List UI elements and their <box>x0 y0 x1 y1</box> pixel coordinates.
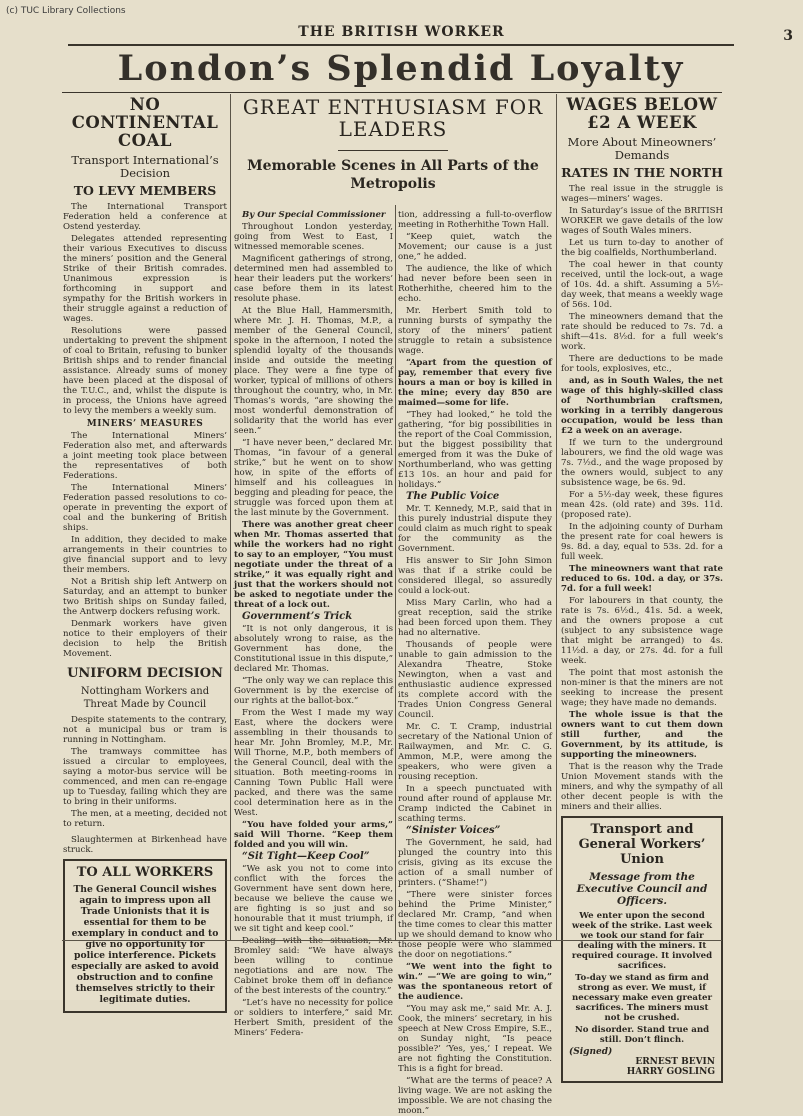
signature-name: ERNEST BEVIN <box>635 1057 715 1067</box>
paragraph: “Let’s have no necessity for police or soldiers to interfere,” said Mr. Herbert Smith, president of the Miners’ Federa- <box>234 998 393 1038</box>
paragraph: That is the reason why the Trade Union Movement stands with the miners, and why the sympathy of all other decent people is with the miners and their allies. <box>561 762 723 812</box>
notice-subtitle: Message from the Executive Council and Officers. <box>576 871 708 907</box>
paragraph: “What are the terms of peace? A living wage. We are not asking the impossible. We are not chasing the moon.” <box>398 1076 552 1116</box>
paragraph: Resolutions were passed undertaking to prevent the shipment of coal to Britain, refusing to bunker British ships and to render financial assistance. Already sums of money have been placed at the disposal of the T.U.C., and, whilst the dispute is in process, the Unions have agreed to levy the members a weekly sum. <box>63 326 227 416</box>
paragraph: “You may ask me,” said Mr. A. J. Cook, the miners’ secretary, in his speech at New Cross Empire, S.E., on Sunday night, “Is peace possible?’ ‘Yes, yes,’ I repeat. We are not fighting the Constitution. This is a fight for bread. <box>398 1004 552 1074</box>
masthead-rule <box>68 44 734 46</box>
notice-title: TO ALL WORKERS <box>76 865 214 880</box>
paragraph: Miss Mary Carlin, who had a great reception, said the strike had been forced upon them. They had no alternative. <box>398 598 552 638</box>
paragraph: The Government, he said, had plunged the country into this crisis, giving as its excuse the action of a small number of printers. (“Shame!”) <box>398 838 552 888</box>
paragraph: The men, at a meeting, decided not to return. <box>63 809 227 829</box>
section-heading: Government’s Trick <box>242 611 353 622</box>
masthead: THE BRITISH WORKER <box>298 24 505 40</box>
paragraph: In Saturday’s issue of the BRITISH WORKER we gave details of the low wages of South Wales miners. <box>561 206 723 236</box>
paragraph: tion, addressing a full-to-overflow meeting in Rotherhithe Town Hall. <box>398 210 552 230</box>
bold-paragraph: “We went into the fight to win.” —“We are going to win,” was the spontaneous retort of the audience. <box>398 962 552 1002</box>
paragraph: From the West I made my way East, where the dockers were assembling in their thousands to hear Mr. John Bromley, M.P., Mr. Will Thorne, M.P., both members of the General Council, deal with the situation. Both meeting-rooms in Canning Town Public Hall were packed, and there was the same cool determination here as in the West. <box>234 708 393 818</box>
section-heading: The Public Voice <box>406 491 500 502</box>
article-subheadline: RATES IN THE NORTH <box>561 165 723 180</box>
paragraph: Mr. C. T. Cramp, industrial secretary of the National Union of Railwaymen, and Mr. C. G. Ammon, M.P., were among the speakers, who were given a rousing reception. <box>398 722 552 782</box>
bottom-rule <box>62 940 722 941</box>
signed-label: (Signed) <box>569 1047 613 1057</box>
article-subheadline: TO LEVY MEMBERS <box>73 183 217 198</box>
paragraph: Thousands of people were unable to gain admission to the Alexandra Theatre, Stoke Newington, when a vast and enthusiastic audience expressed its complete accord with the Trades Union Congress General Council. <box>398 640 552 720</box>
column-wages <box>561 94 723 1077</box>
paragraph: “I have never been,” declared Mr. Thomas, “in favour of a general strike,” but he went on to show how, in spite of the efforts of himself and his colleagues in begging and pleading for peace, the struggle was forced upon them at the last minute by the Government. <box>234 438 393 518</box>
section-heading: “Sit Tight—Keep Cool” <box>242 851 370 862</box>
paragraph: Let us turn to-day to another of the big coalfields, Northumberland. <box>561 238 723 258</box>
paragraph: “Keep quiet, watch the Movement; our cause is a just one,” he added. <box>398 232 552 262</box>
page-number: 3 <box>783 28 793 44</box>
paragraph: “The only way we can replace this Government is by the exercise of our rights at the ballot-box.” <box>234 676 393 706</box>
paragraph: At the Blue Hall, Hammersmith, where Mr. J. H. Thomas, M.P., a member of the General Council, spoke in the afternoon, I noted the splendid loyalty of the thousands inside and outside the meeting place. They were a fine type of worker, typical of millions of others throughout the country, who, in Mr. Thomas’s words, “are showing the most wonderful demonstration of solidarity that the world has ever seen.” <box>234 306 393 436</box>
article-headline: UNIFORM DECISION <box>67 666 223 681</box>
section-heading: MINERS’ MEASURES <box>86 419 204 429</box>
column-enthusiasm-part1 <box>234 210 393 1038</box>
notice-text: No disorder. Stand true and still. Don’t flinch. <box>574 1025 710 1045</box>
paragraph: “We ask you not to come into conflict with the forces the Government have sent down here, because we believe the cause we are fighting is so just and so honourable that it must triumph, if we sit tight and keep cool.” <box>234 864 393 934</box>
paragraph: The International Miners’ Federation passed resolutions to co-operate in preventing the export of coal and the bunkering of British ships. <box>63 483 227 533</box>
section-heading: “Sinister Voices” <box>406 825 501 836</box>
bold-paragraph: There was another great cheer when Mr. Thomas asserted that while the workers had no right to say to an employer, “You must negotiate under the threat of a strike,” it was equally right and just that the workers should not be asked to negotiate under the threat of a lock out. <box>234 520 393 610</box>
paragraph: The tramways committee has issued a circular to employees, saying a motor-bus service will be commenced, and men can re-engage up to Tuesday, failing which they are to bring in their uniforms. <box>63 747 227 807</box>
article-subheadline: Memorable Scenes in All Parts of the Metropolis <box>247 158 539 192</box>
paragraph: The real issue in the struggle is wages—miners’ wages. <box>561 184 723 204</box>
bold-paragraph: and, as in South Wales, the net wage of this highly-skilled class of Northumbrian craftsmen, working in a terribly dangerous occupation, would be less than £2 a week on an average. <box>561 376 723 436</box>
column-divider <box>556 94 557 940</box>
column-divider <box>395 205 396 940</box>
column-enthusiasm-part2 <box>398 210 552 1116</box>
column-continental-coal <box>63 94 227 1005</box>
article-headline: GREAT ENTHUSIASM FOR LEADERS <box>242 95 544 141</box>
article-subheadline: Nottingham Workers and Threat Made by Council <box>80 686 210 710</box>
bold-paragraph: “You have folded your arms,” said Will Thorne. “Keep them folded and you will win. <box>234 820 393 850</box>
byline: By Our Special Commissioner <box>242 210 386 220</box>
paragraph: The audience, the like of which had never before been seen in Rotherhithe, cheered him to the echo. <box>398 264 552 304</box>
paragraph: The International Miners’ Federation also met, and afterwards a joint meeting took place between the representatives of both Federations. <box>63 431 227 481</box>
copyright-watermark: (c) TUC Library Collections <box>6 6 126 16</box>
notice-title: Transport and General Workers’ Union <box>578 822 706 867</box>
paragraph: Slaughtermen at Birkenhead have struck. <box>63 835 227 855</box>
paragraph: The point that most astonish the non-miner is that the miners are not seeking to increase the present wage; they have made no demands. <box>561 668 723 708</box>
paragraph: In the adjoining county of Durham the present rate for coal hewers is 9s. 8d. a day, equal to 53s. 2d. for a full week. <box>561 522 723 562</box>
paragraph: Mr. Herbert Smith told to running bursts of sympathy the story of the miners’ patient struggle to retain a subsistence wage. <box>398 306 552 356</box>
paragraph: “It is not only dangerous, it is absolutely wrong to raise, as the Government has done, the Constitutional issue in this dispute,” declared Mr. Thomas. <box>234 624 393 674</box>
notice-text: The General Council wishes again to impress upon all Trade Unionists that it is essential for them to be exemplary in conduct and to give no opportunity for police interference. Pickets especially are asked to avoid obstruction and to confine themselves strictly to their legitimate duties. <box>71 884 219 1005</box>
paragraph: His answer to Sir John Simon was that if a strike could be considered illegal, so assuredly could a lock-out. <box>398 556 552 596</box>
page-headline: London’s Splendid Loyalty <box>117 48 685 89</box>
paragraph: In a speech punctuated with round after round of applause Mr. Cramp indicted the Cabinet in scathing terms. <box>398 784 552 824</box>
headline-divider <box>338 150 448 151</box>
column-divider <box>230 94 231 940</box>
bold-paragraph: “Apart from the question of pay, remember that every five hours a man or boy is killed in the mine; every day 850 are maimed—some for life. <box>398 358 552 408</box>
paragraph: Mr. T. Kennedy, M.P., said that in this purely industrial dispute they could claim as much right to speak for the community as the Government. <box>398 504 552 554</box>
notice-text: To-day we stand as firm and strong as ever. We must, if necessary make even greater sacrifices. The miners must not be crushed. <box>572 973 712 1023</box>
paragraph: “There were sinister forces behind the Prime Minister,” declared Mr. Cramp, “and when the time comes to clear this matter up we should demand to know who those people were who slammed the door on negotiations.” <box>398 890 552 960</box>
article-subheadline: More About Mineowners’ Demands <box>567 135 717 162</box>
paragraph: Denmark workers have given notice to their employers of their decision to help the British Movement. <box>63 619 227 659</box>
article-subheadline: Transport International’s Decision <box>71 153 219 180</box>
article-headline: WAGES BELOW £2 A WEEK <box>566 95 718 132</box>
notice-box-transport-union <box>561 816 723 1083</box>
paragraph: The coal hewer in that county received, until the lock-out, a wage of 10s. 4d. a shift. Assuming a 5½-day week, that means a weekly wage of 56s. 10d. <box>561 260 723 310</box>
article-headline: NO CONTINENTAL COAL <box>71 95 219 150</box>
paragraph: The mineowners demand that the rate should be reduced to 7s. 7d. a shift—41s. 8½d. for a full week’s work. <box>561 312 723 352</box>
paragraph: Despite statements to the contrary, not a municipal bus or tram is running in Nottingham. <box>63 715 227 745</box>
paragraph: For a 5½-day week, these figures mean 42s. (old rate) and 39s. 11d. (proposed rate). <box>561 490 723 520</box>
notice-box-to-all-workers <box>63 859 227 1013</box>
signature-name: HARRY GOSLING <box>626 1067 715 1077</box>
paragraph: Delegates attended representing their various Executives to discuss the miners’ position and the General Strike of their British comrades. Unanimous expression is forthcoming in support and sympathy for the British workers in their struggle against a reduction of wages. <box>63 234 227 324</box>
paragraph: Dealing with the situation, Mr. Bromley said: “We have always been willing to continue negotiations and are now. The Cabinet broke them off in defiance of the best interests of the country.” <box>234 936 393 996</box>
paragraph: In addition, they decided to make arrangements in their countries to give financial support and to levy their members. <box>63 535 227 575</box>
bold-paragraph: The whole issue is that the owners want to cut them down still further, and the Government, by its attitude, is supporting the mineowners. <box>561 710 723 760</box>
paragraph: Not a British ship left Antwerp on Saturday, and an attempt to bunker two British ships on Sunday failed, the Antwerp dockers refusing work. <box>63 577 227 617</box>
paragraph: Magnificent gatherings of strong, determined men had assembled to hear their leaders put the workers’ case before them in its latest resolute phase. <box>234 254 393 304</box>
bold-paragraph: The mineowners want that rate reduced to 6s. 10d. a day, or 37s. 7d. for a full week! <box>561 564 723 594</box>
center-headline-block <box>234 96 552 193</box>
paragraph: For labourers in that county, the rate is 7s. 6½d., 41s. 5d. a week, and the owners propose a cut (subject to any subsistence wage that might be arranged) to 4s. 11½d. a day, or 27s. 4d. for a full week. <box>561 596 723 666</box>
paragraph: The International Transport Federation held a conference at Ostend yesterday. <box>63 202 227 232</box>
headline-rule <box>62 92 722 93</box>
paragraph: Throughout London yesterday, going from West to East, I witnessed memorable scenes. <box>234 222 393 252</box>
paragraph: If we turn to the underground labourers, we find the old wage was 7s. 7½d., and the wage proposed by the owners would, subject to any subsistence wage, be 6s. 9d. <box>561 438 723 488</box>
notice-text: We enter upon the second week of the strike. Last week we took our stand for fair dealing with the miners. It required courage. It involved sacrifices. <box>571 911 713 971</box>
paragraph: There are deductions to be made for tools, explosives, etc., <box>561 354 723 374</box>
paragraph: “They had looked,” he told the gathering, “for big possibilities in the report of the Coal Commission, but the biggest possibility that emerged from it was the Duke of Northumberland, who was getting £13 10s. an hour and paid for holidays.” <box>398 410 552 490</box>
